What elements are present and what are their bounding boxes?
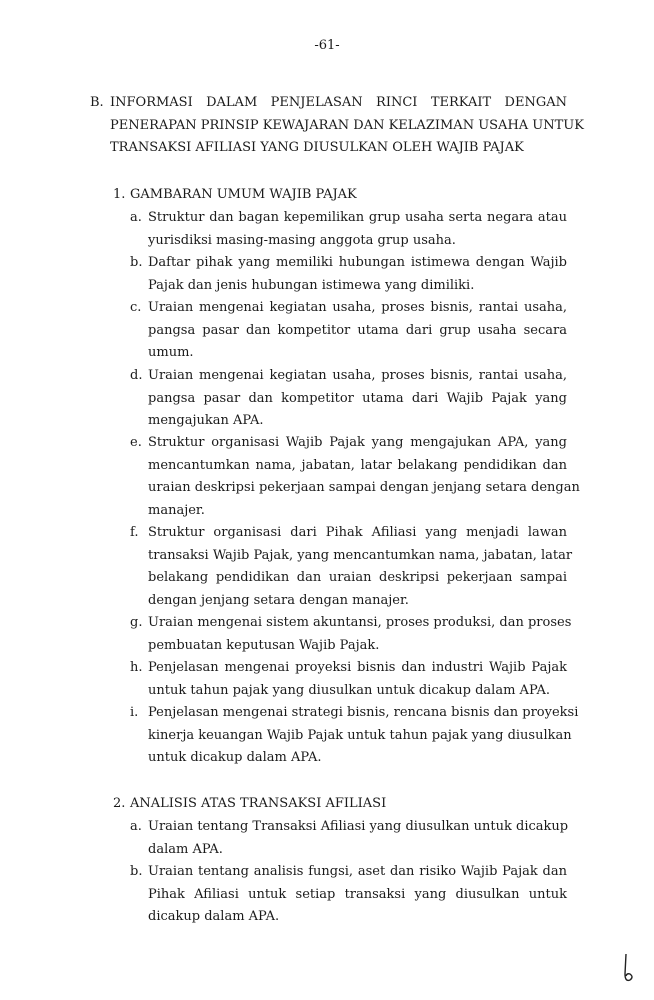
list-item — [130, 432, 580, 522]
text-line: TRANSAKSI AFILIASI YANG DIUSULKAN OLEH WAJIB PAJAK — [110, 140, 524, 155]
list-item — [130, 297, 567, 365]
text-line: manajer. — [148, 502, 205, 518]
list-item — [130, 522, 573, 612]
list-item — [113, 184, 567, 207]
list-marker: c. — [130, 300, 142, 315]
list-marker: 1. — [113, 187, 126, 202]
text-line: dalam APA. — [148, 841, 223, 857]
list-marker: f. — [130, 525, 139, 540]
text-line: mencantumkan nama, jabatan, latar belakang pendidikan dan — [148, 457, 567, 473]
list-item — [130, 365, 567, 433]
handwritten-initial — [620, 952, 640, 984]
text-line: Uraian mengenai kegiatan usaha, proses bisnis, rantai usaha, — [148, 368, 567, 383]
text-line: kinerja keuangan Wajib Pajak untuk tahun pajak yang diusulkan — [148, 727, 572, 743]
list-marker: 2. — [113, 796, 126, 811]
list-item — [130, 657, 567, 702]
list-marker: d. — [130, 368, 143, 383]
list-marker: g. — [130, 615, 143, 630]
text-line: untuk dicakup dalam APA. — [148, 750, 322, 765]
text-line: Penjelasan mengenai strategi bisnis, rencana bisnis dan proyeksi — [148, 705, 579, 720]
text-line: pembuatan keputusan Wajib Pajak. — [148, 637, 380, 653]
text-line: mengajukan APA. — [148, 413, 264, 428]
list-item — [130, 252, 567, 297]
text-line: umum. — [148, 345, 194, 360]
text-line: PENERAPAN PRINSIP KEWAJARAN DAN KELAZIMAN USAHA UNTUK — [110, 117, 584, 133]
list-item — [130, 612, 572, 657]
text-line: pangsa pasar dan kompetitor utama dari Wajib Pajak yang — [148, 390, 567, 406]
text-line: Uraian mengenai sistem akuntansi, proses produksi, dan proses — [148, 615, 572, 630]
text-line: pangsa pasar dan kompetitor utama dari grup usaha secara — [148, 322, 567, 338]
text-line: untuk tahun pajak yang diusulkan untuk dicakup dalam APA. — [148, 682, 551, 698]
text-line: Daftar pihak yang memiliki hubungan istimewa dengan Wajib — [148, 255, 567, 270]
text-line: dicakup dalam APA. — [148, 909, 280, 924]
text-line: uraian deskripsi pekerjaan sampai dengan jenjang setara dengan — [148, 480, 580, 495]
list-marker: i. — [130, 705, 139, 720]
text-line: dengan jenjang setara dengan manajer. — [148, 592, 409, 608]
list-item — [113, 793, 567, 816]
list-item — [130, 816, 569, 861]
page-number: -61- — [314, 38, 340, 53]
text-line: ANALISIS ATAS TRANSAKSI AFILIASI — [130, 796, 387, 811]
text-line: Pajak dan jenis hubungan istimewa yang dimiliki. — [148, 277, 475, 293]
text-line: Pihak Afiliasi untuk setiap transaksi yang diusulkan untuk — [148, 886, 567, 902]
list-marker: B. — [90, 95, 104, 110]
text-line: Uraian mengenai kegiatan usaha, proses bisnis, rantai usaha, — [148, 300, 567, 315]
list-marker: a. — [130, 210, 142, 225]
text-line: belakang pendidikan dan uraian deskripsi pekerjaan sampai — [148, 570, 567, 585]
list-item — [130, 207, 567, 252]
list-marker: b. — [130, 255, 143, 270]
list-item — [130, 861, 567, 929]
list-marker: a. — [130, 819, 142, 834]
text-line: GAMBARAN UMUM WAJIB PAJAK — [130, 187, 357, 202]
text-line: Uraian tentang analisis fungsi, aset dan risiko Wajib Pajak dan — [148, 864, 567, 879]
list-marker: b. — [130, 864, 143, 879]
text-line: INFORMASI DALAM PENJELASAN RINCI TERKAIT DENGAN — [110, 95, 567, 110]
text-line: transaksi Wajib Pajak, yang mencantumkan nama, jabatan, latar — [148, 547, 573, 563]
text-line: Penjelasan mengenai proyeksi bisnis dan industri Wajib Pajak — [148, 660, 567, 675]
text-line: Struktur organisasi Wajib Pajak yang mengajukan APA, yang — [148, 435, 567, 450]
text-line: Struktur organisasi dari Pihak Afiliasi yang menjadi lawan — [148, 525, 567, 540]
list-item — [90, 92, 584, 160]
list-item — [130, 702, 579, 770]
list-marker: h. — [130, 660, 143, 675]
text-line: Uraian tentang Transaksi Afiliasi yang diusulkan untuk dicakup — [148, 819, 569, 834]
text-line: yurisdiksi masing-masing anggota grup usaha. — [148, 232, 456, 248]
list-marker: e. — [130, 435, 142, 450]
text-line: Struktur dan bagan kepemilikan grup usaha serta negara atau — [148, 210, 567, 225]
